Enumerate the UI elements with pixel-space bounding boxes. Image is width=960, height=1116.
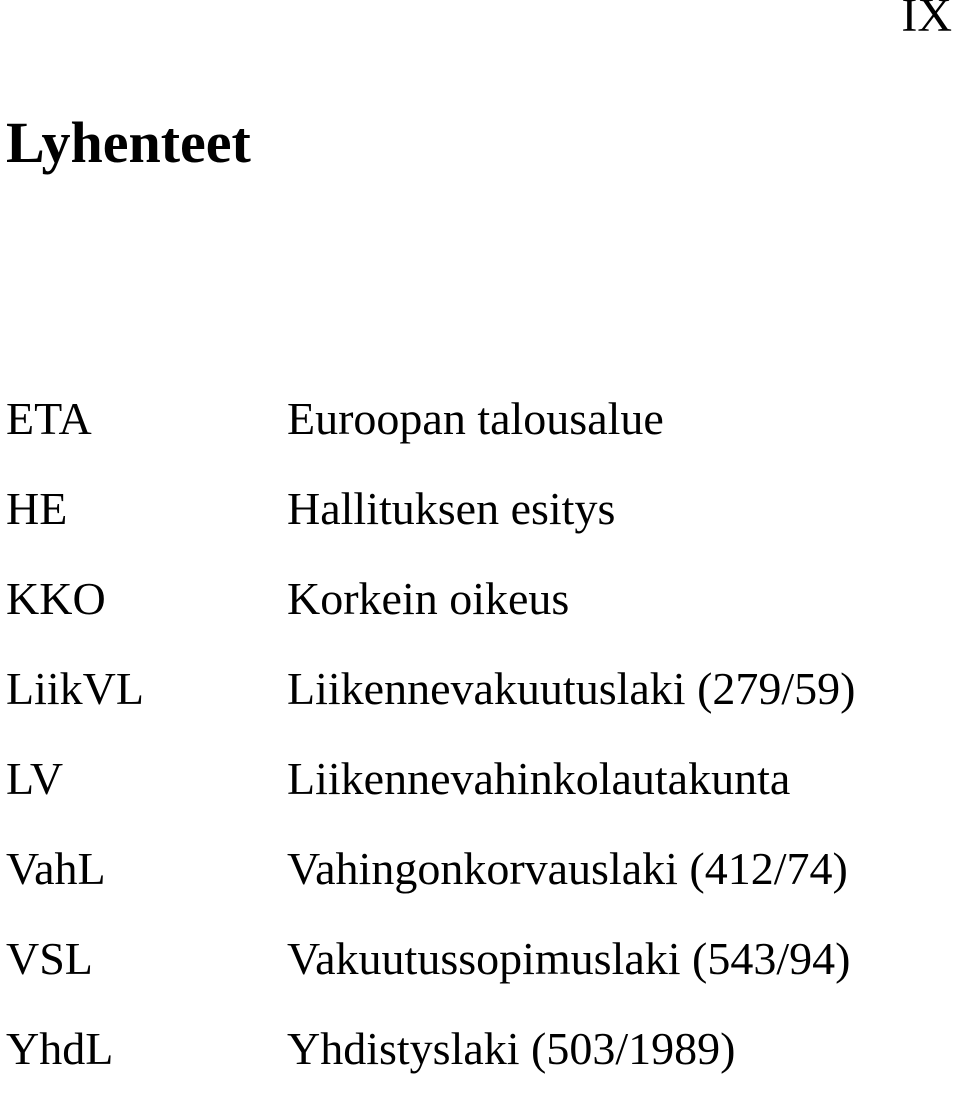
abbreviation-term: LV [6, 753, 64, 804]
page-heading: Lyhenteet [6, 110, 251, 175]
abbreviation-row-vahl [6, 843, 856, 936]
abbreviation-term: ETA [6, 393, 92, 444]
abbreviation-row-yhdl [6, 1023, 856, 1116]
abbreviation-row-he [6, 483, 856, 576]
abbreviation-term: LiikVL [6, 663, 144, 714]
abbreviation-row-liikvl [6, 663, 856, 756]
abbreviation-definition: Vahingonkorvauslaki (412/74) [287, 843, 848, 894]
abbreviation-row-lv [6, 753, 856, 846]
abbreviation-term: YhdL [6, 1023, 114, 1074]
abbreviation-definition: Liikennevakuutuslaki (279/59) [287, 663, 856, 714]
abbreviation-definition: Korkein oikeus [287, 573, 570, 624]
abbreviation-term: VahL [6, 843, 106, 894]
abbreviation-list [6, 393, 856, 1116]
abbreviation-definition: Yhdistyslaki (503/1989) [287, 1023, 736, 1074]
page-number: IX [901, 0, 952, 42]
abbreviation-term: HE [6, 483, 68, 534]
abbreviation-term: VSL [6, 933, 93, 984]
abbreviation-row-vsl [6, 933, 856, 1026]
abbreviation-row-kko [6, 573, 856, 666]
abbreviation-term: KKO [6, 573, 106, 624]
abbreviation-definition: Hallituksen esitys [287, 483, 616, 534]
abbreviation-definition: Euroopan talousalue [287, 393, 664, 444]
abbreviation-definition: Vakuutussopimuslaki (543/94) [287, 933, 851, 984]
abbreviation-definition: Liikennevahinkolautakunta [287, 753, 791, 804]
abbreviation-row-eta [6, 393, 856, 486]
